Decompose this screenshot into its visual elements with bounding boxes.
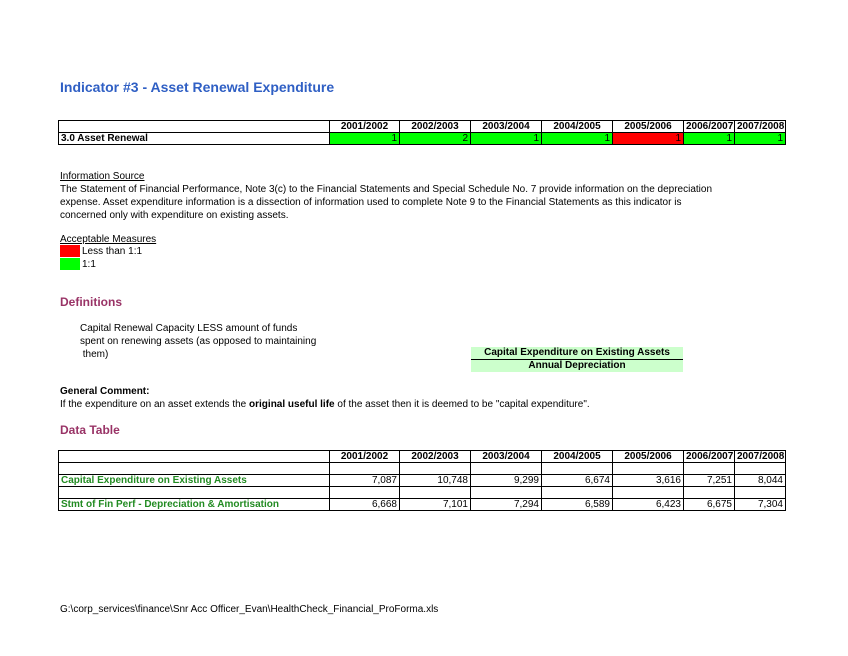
year-header: 2003/2004	[471, 451, 542, 463]
year-header: 2002/2003	[400, 121, 471, 133]
data-header-row	[59, 451, 786, 463]
year-header: 2007/2008	[735, 121, 786, 133]
table-row	[59, 475, 786, 487]
definitions-text	[80, 322, 316, 361]
data-table-heading: Data Table	[60, 423, 120, 437]
row-label: Capital Expenditure on Existing Assets	[59, 475, 330, 487]
year-header: 2005/2006	[613, 121, 684, 133]
indicator-label: 3.0 Asset Renewal	[59, 133, 330, 145]
measures-heading: Acceptable Measures	[60, 234, 157, 245]
info-source-line: expense. Asset expenditure information is a dissection of information used to complete Note 9 to the Financial Statements as this indicator is	[60, 197, 682, 208]
fail-color-swatch	[60, 245, 80, 257]
pass-measure-label: 1:1	[82, 259, 96, 270]
indicator-value-cell: 1	[542, 133, 613, 145]
indicator-value-cell: 1	[471, 133, 542, 145]
data-cell: 7,304	[735, 499, 786, 511]
definitions-heading: Definitions	[60, 295, 122, 309]
year-header: 2001/2002	[330, 121, 400, 133]
indicator-value-cell: 1	[613, 133, 684, 145]
data-cell: 6,589	[542, 499, 613, 511]
year-header: 2006/2007	[684, 451, 735, 463]
general-comment-heading: General Comment:	[60, 386, 150, 397]
file-path-footer: G:\corp_services\finance\Snr Acc Officer_Evan\HealthCheck_Financial_ProForma.xls	[60, 604, 439, 615]
row-label: Stmt of Fin Perf - Depreciation & Amortisation	[59, 499, 330, 511]
indicator-header-blank	[59, 121, 330, 133]
definition-line: spent on renewing assets (as opposed to maintaining	[80, 336, 317, 347]
table-row	[59, 499, 786, 511]
info-source-line: The Statement of Financial Performance, Note 3(c) to the Financial Statements and Special Schedule No. 7 provide information on the depreciation	[60, 184, 713, 195]
spacer-row	[59, 487, 786, 499]
indicator-value-cell: 1	[330, 133, 400, 145]
fail-measure-label: Less than 1:1	[82, 246, 143, 257]
year-header: 2007/2008	[735, 451, 786, 463]
general-comment-emphasis: original useful life	[249, 399, 335, 410]
data-cell: 6,668	[330, 499, 400, 511]
general-comment-post: of the asset then it is deemed to be "capital expenditure".	[334, 399, 590, 410]
year-header: 2004/2005	[542, 451, 613, 463]
info-source-line: concerned only with expenditure on existing assets.	[60, 210, 289, 221]
year-header: 2003/2004	[471, 121, 542, 133]
definition-line: them)	[80, 349, 109, 360]
data-cell: 6,423	[613, 499, 684, 511]
year-header: 2001/2002	[330, 451, 400, 463]
data-cell: 6,675	[684, 499, 735, 511]
year-header: 2006/2007	[684, 121, 735, 133]
indicator-row	[59, 133, 786, 145]
year-header: 2004/2005	[542, 121, 613, 133]
indicator-value-cell: 2	[400, 133, 471, 145]
data-cell: 8,044	[735, 475, 786, 487]
data-cell: 7,251	[684, 475, 735, 487]
info-source-text	[60, 183, 760, 222]
pass-color-swatch	[60, 258, 80, 270]
formula-denominator: Annual Depreciation	[471, 360, 683, 372]
definition-line: Capital Renewal Capacity LESS amount of funds	[80, 323, 298, 334]
data-cell: 6,674	[542, 475, 613, 487]
indicator-value-cell: 1	[684, 133, 735, 145]
data-cell: 7,294	[471, 499, 542, 511]
data-cell: 10,748	[400, 475, 471, 487]
year-header: 2005/2006	[613, 451, 684, 463]
spacer-row	[59, 463, 786, 475]
indicator-header-row	[59, 121, 786, 133]
formula-numerator: Capital Expenditure on Existing Assets	[471, 347, 683, 360]
indicator-table	[58, 120, 786, 145]
indicator-value-cell: 1	[735, 133, 786, 145]
general-comment-pre: If the expenditure on an asset extends the	[60, 399, 250, 410]
info-source-heading: Information Source	[60, 171, 145, 182]
page-title: Indicator #3 - Asset Renewal Expenditure	[60, 79, 335, 95]
data-cell: 3,616	[613, 475, 684, 487]
data-header-blank	[59, 451, 330, 463]
general-comment-text	[60, 398, 590, 411]
year-header: 2002/2003	[400, 451, 471, 463]
data-cell: 7,087	[330, 475, 400, 487]
data-table	[58, 450, 786, 511]
data-cell: 7,101	[400, 499, 471, 511]
data-cell: 9,299	[471, 475, 542, 487]
